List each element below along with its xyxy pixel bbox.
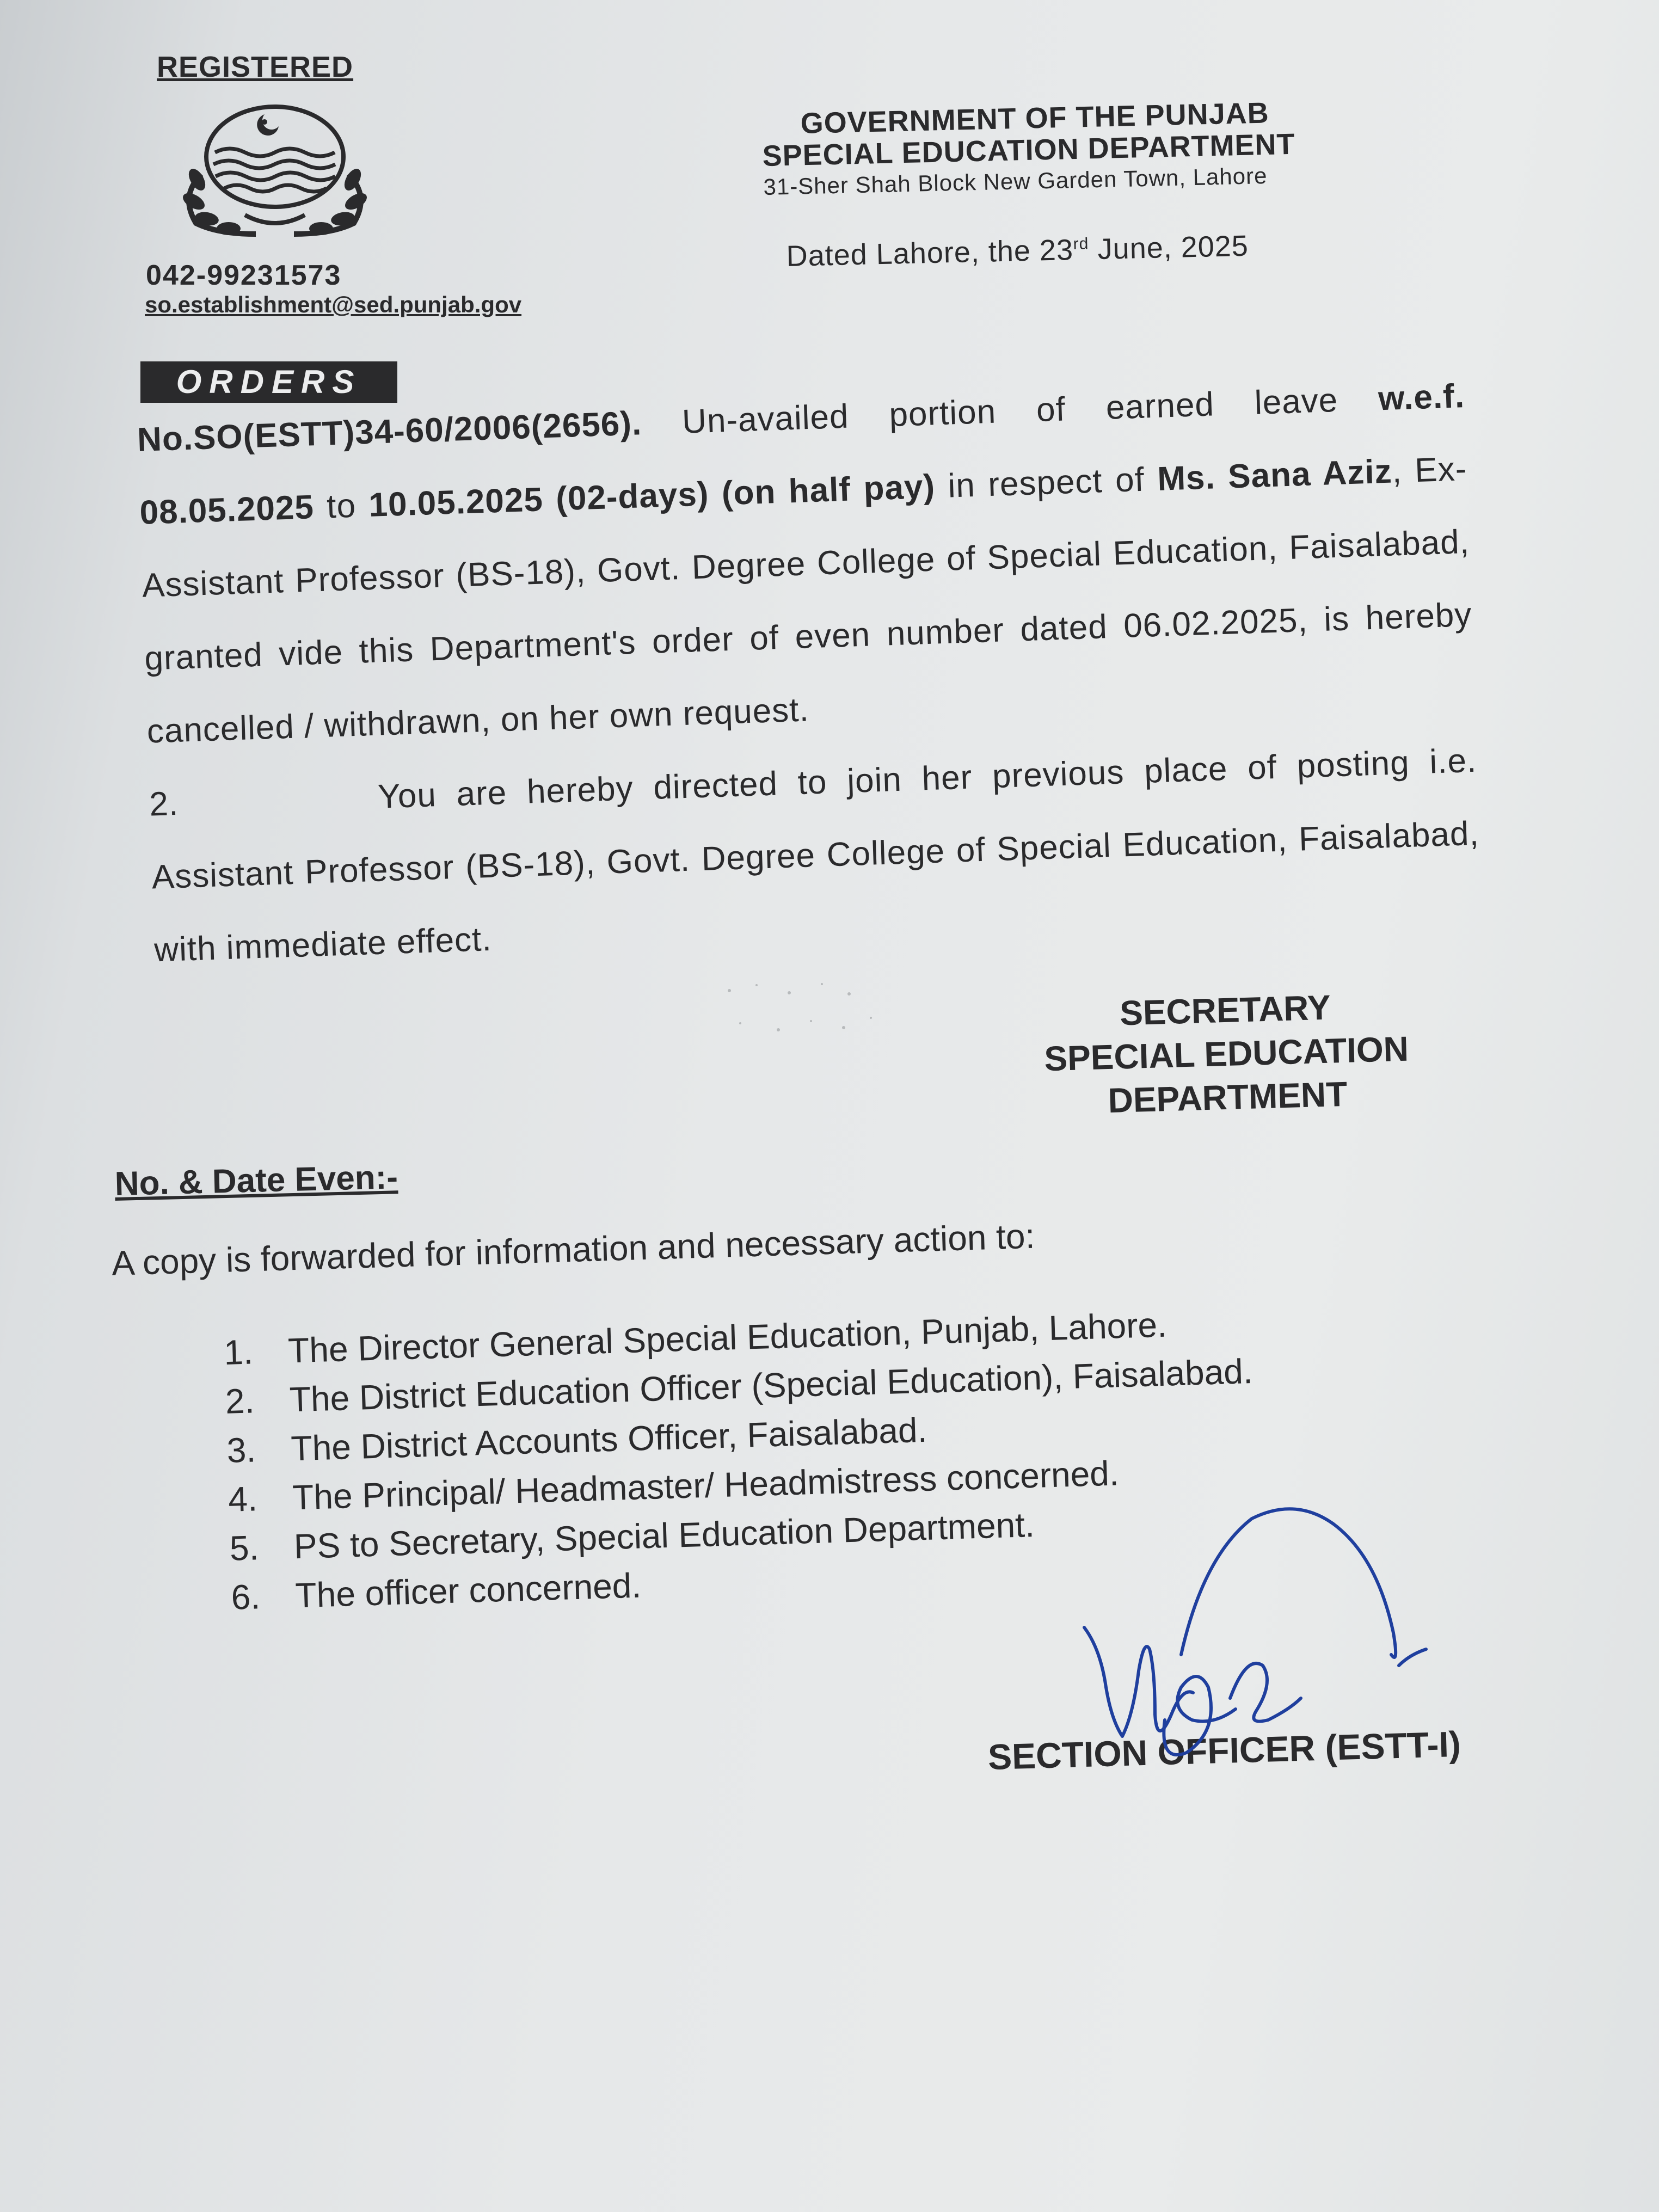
paragraph-2-text: You are hereby directed to join her previous place of posting i.e. Assistant Professor (BS-18), Govt. Degree College of Special Education, Faisalabad, with immediate effect. xyxy=(151,741,1480,969)
list-item-number: 2. xyxy=(224,1381,255,1421)
document-date xyxy=(786,229,1249,273)
order-body xyxy=(136,360,1483,987)
leave-end-date: 10.05.2025 (02-days) (on half pay) xyxy=(368,468,936,524)
employee-name: Ms. Sana Aziz xyxy=(1157,452,1393,498)
copy-reference-heading: No. & Date Even:- xyxy=(114,1158,398,1203)
faint-stamp-mark xyxy=(708,969,904,1067)
date-suffix: June, 2025 xyxy=(1088,229,1249,266)
list-item-text: The District Accounts Officer, Faisalabad. xyxy=(290,1410,928,1468)
list-item-number: 6. xyxy=(230,1577,261,1617)
paragraph-1-text-b: to xyxy=(313,486,370,526)
list-item-number: 3. xyxy=(226,1430,257,1470)
government-title: GOVERNMENT OF THE PUNJAB xyxy=(800,96,1270,140)
paragraph-1 xyxy=(136,360,1476,769)
email-address[interactable]: so.establishment@sed.punjab.gov xyxy=(145,292,522,317)
handwritten-signature xyxy=(1067,1491,1491,1796)
punjab-government-emblem-icon xyxy=(163,98,386,245)
list-item-text: The officer concerned. xyxy=(294,1565,642,1615)
list-item-number: 5. xyxy=(229,1528,260,1568)
date-prefix: Dated Lahore, the 23 xyxy=(786,234,1074,273)
secretary-line-1: SECRETARY xyxy=(1119,987,1331,1033)
order-reference-number: No.SO(ESTT)34-60/2006(2656). xyxy=(137,404,643,459)
list-item-text: The District Education Officer (Special Education), Faisalabad. xyxy=(288,1351,1254,1420)
date-superscript: rd xyxy=(1073,235,1089,254)
secretary-line-2: SPECIAL EDUCATION xyxy=(1043,1029,1409,1079)
list-item-text: PS to Secretary, Special Education Department. xyxy=(293,1504,1035,1566)
department-title: SPECIAL EDUCATION DEPARTMENT xyxy=(762,127,1296,173)
secretary-designation xyxy=(991,982,1462,1126)
list-item-number: 1. xyxy=(223,1332,254,1372)
paragraph-1-text-c: in respect of xyxy=(934,460,1158,506)
leave-start-date: w.e.f. 08.05.2025 xyxy=(139,377,1466,532)
registered-label: REGISTERED xyxy=(157,51,354,83)
list-item-text: The Principal/ Headmaster/ Headmistress concerned. xyxy=(292,1453,1120,1517)
copy-intro: A copy is forwarded for information and necessary action to: xyxy=(111,1216,1036,1283)
department-address: 31-Sher Shah Block New Garden Town, Lahore xyxy=(763,162,1268,200)
secretary-line-3: DEPARTMENT xyxy=(1107,1074,1348,1121)
list-item-text: The Director General Special Education, Punjab, Lahore. xyxy=(287,1305,1168,1371)
orders-heading: ORDERS xyxy=(140,361,397,403)
paragraph-2-number: 2. xyxy=(149,784,180,824)
list-item-number: 4. xyxy=(228,1479,258,1519)
paragraph-1-text-d: , Ex-Assistant Professor (BS-18), Govt. Degree College of Special Education, Faisalabad, granted vide this Department's order of even number dated 06.02.2025, is hereby cancelled / withdrawn, on her own request. xyxy=(141,450,1473,751)
phone-number: 042-99231573 xyxy=(146,260,342,291)
section-officer-designation: SECTION OFFICER (ESTT-I) xyxy=(987,1723,1461,1777)
paragraph-1-text-a: Un-availed portion of earned leave xyxy=(641,380,1379,443)
